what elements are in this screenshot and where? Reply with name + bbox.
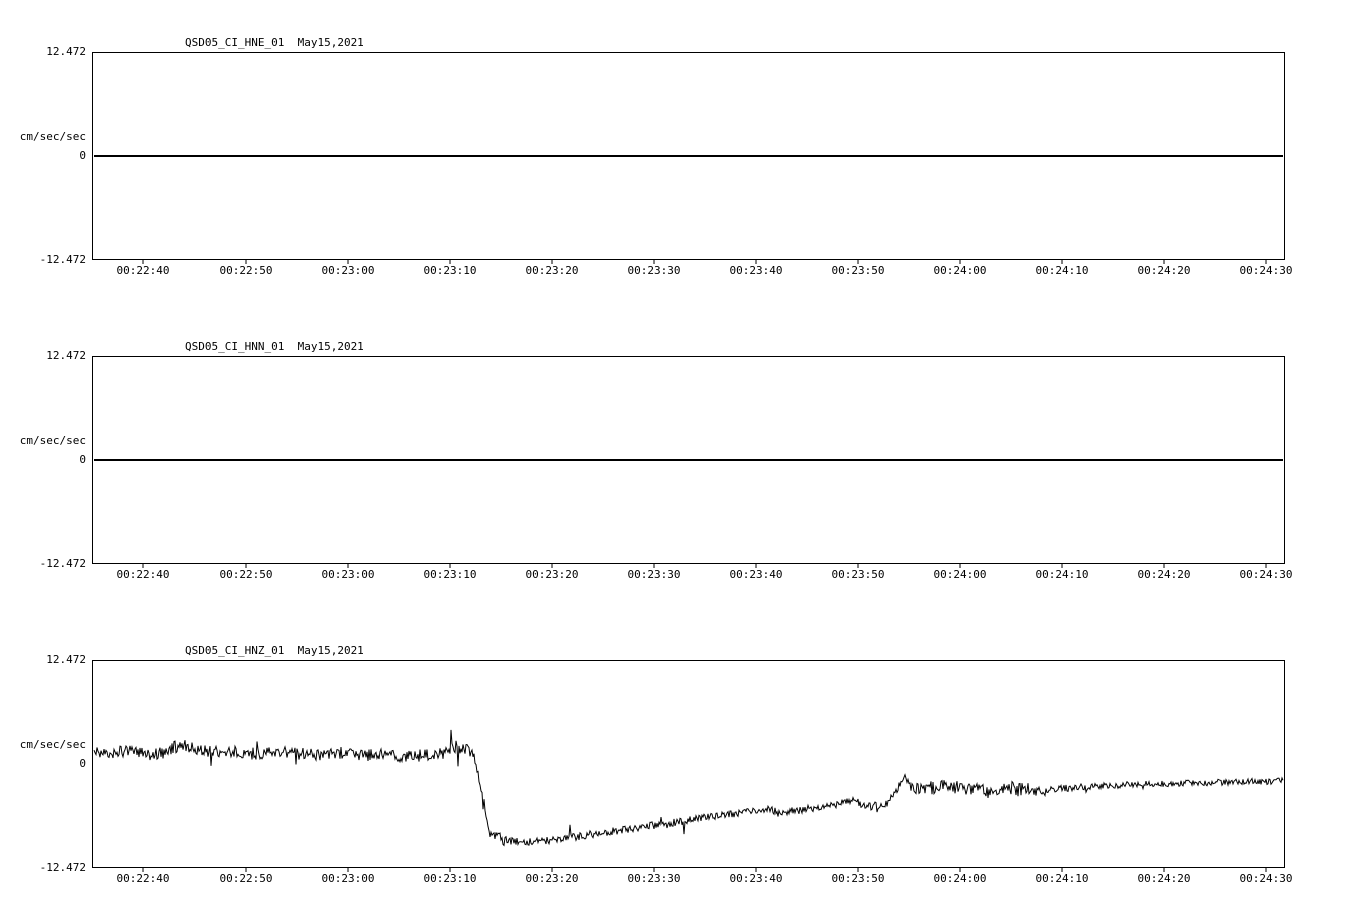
x-axis-ticks bbox=[92, 264, 1293, 282]
x-tick-label: 00:24:20 bbox=[1137, 872, 1191, 885]
x-tick-label: 00:24:10 bbox=[1035, 264, 1089, 277]
x-tick-label: 00:22:40 bbox=[116, 872, 170, 885]
y-axis-unit-label: cm/sec/sec bbox=[19, 738, 86, 751]
x-tick-label: 00:24:00 bbox=[933, 568, 987, 581]
x-axis-ticks bbox=[92, 872, 1293, 890]
waveform-trace bbox=[92, 356, 1285, 564]
x-tick-label: 00:24:00 bbox=[933, 872, 987, 885]
waveform-trace bbox=[92, 52, 1285, 260]
x-tick-label: 00:23:20 bbox=[525, 872, 579, 885]
x-tick-label: 00:22:40 bbox=[116, 568, 170, 581]
seismogram-panel-hne bbox=[0, 8, 1358, 288]
x-tick-label: 00:23:00 bbox=[321, 568, 375, 581]
x-tick-label: 00:24:00 bbox=[933, 264, 987, 277]
y-axis-max-label: 12.472 bbox=[46, 653, 86, 666]
x-tick-label: 00:22:50 bbox=[219, 568, 273, 581]
x-tick-label: 00:24:30 bbox=[1239, 568, 1293, 581]
x-tick-label: 00:23:10 bbox=[423, 872, 477, 885]
x-tick-label: 00:22:50 bbox=[219, 872, 273, 885]
y-axis-unit-label: cm/sec/sec bbox=[19, 130, 86, 143]
x-tick-label: 00:23:40 bbox=[729, 568, 783, 581]
x-tick-label: 00:22:40 bbox=[116, 264, 170, 277]
y-axis-max-label: 12.472 bbox=[46, 349, 86, 362]
y-axis-min-label: -12.472 bbox=[39, 253, 86, 266]
y-axis-min-label: -12.472 bbox=[39, 557, 86, 570]
x-axis-ticks bbox=[92, 568, 1293, 586]
panel-title: QSD05_CI_HNZ_01 May15,2021 bbox=[185, 644, 364, 657]
seismogram-panel-hnz bbox=[0, 616, 1358, 896]
y-axis-unit-label: cm/sec/sec bbox=[19, 434, 86, 447]
x-tick-label: 00:24:20 bbox=[1137, 264, 1191, 277]
x-tick-label: 00:23:10 bbox=[423, 568, 477, 581]
x-tick-label: 00:23:10 bbox=[423, 264, 477, 277]
y-axis-max-label: 12.472 bbox=[46, 45, 86, 58]
x-tick-label: 00:23:50 bbox=[831, 568, 885, 581]
y-axis-zero-label: 0 bbox=[79, 149, 86, 162]
x-tick-label: 00:23:30 bbox=[627, 872, 681, 885]
x-tick-label: 00:23:40 bbox=[729, 872, 783, 885]
waveform-trace bbox=[92, 660, 1285, 868]
x-tick-label: 00:23:20 bbox=[525, 568, 579, 581]
y-axis-zero-label: 0 bbox=[79, 757, 86, 770]
panel-title: QSD05_CI_HNE_01 May15,2021 bbox=[185, 36, 364, 49]
x-tick-label: 00:22:50 bbox=[219, 264, 273, 277]
x-tick-label: 00:23:50 bbox=[831, 872, 885, 885]
x-tick-label: 00:24:20 bbox=[1137, 568, 1191, 581]
seismogram-panel-hnn bbox=[0, 312, 1358, 592]
x-tick-label: 00:23:20 bbox=[525, 264, 579, 277]
x-tick-label: 00:23:30 bbox=[627, 568, 681, 581]
x-tick-label: 00:23:40 bbox=[729, 264, 783, 277]
x-tick-label: 00:24:10 bbox=[1035, 872, 1089, 885]
panel-title: QSD05_CI_HNN_01 May15,2021 bbox=[185, 340, 364, 353]
x-tick-label: 00:24:10 bbox=[1035, 568, 1089, 581]
x-tick-label: 00:23:00 bbox=[321, 264, 375, 277]
x-tick-label: 00:23:50 bbox=[831, 264, 885, 277]
x-tick-label: 00:24:30 bbox=[1239, 264, 1293, 277]
x-tick-label: 00:23:00 bbox=[321, 872, 375, 885]
x-tick-label: 00:23:30 bbox=[627, 264, 681, 277]
y-axis-zero-label: 0 bbox=[79, 453, 86, 466]
x-tick-label: 00:24:30 bbox=[1239, 872, 1293, 885]
y-axis-min-label: -12.472 bbox=[39, 861, 86, 874]
